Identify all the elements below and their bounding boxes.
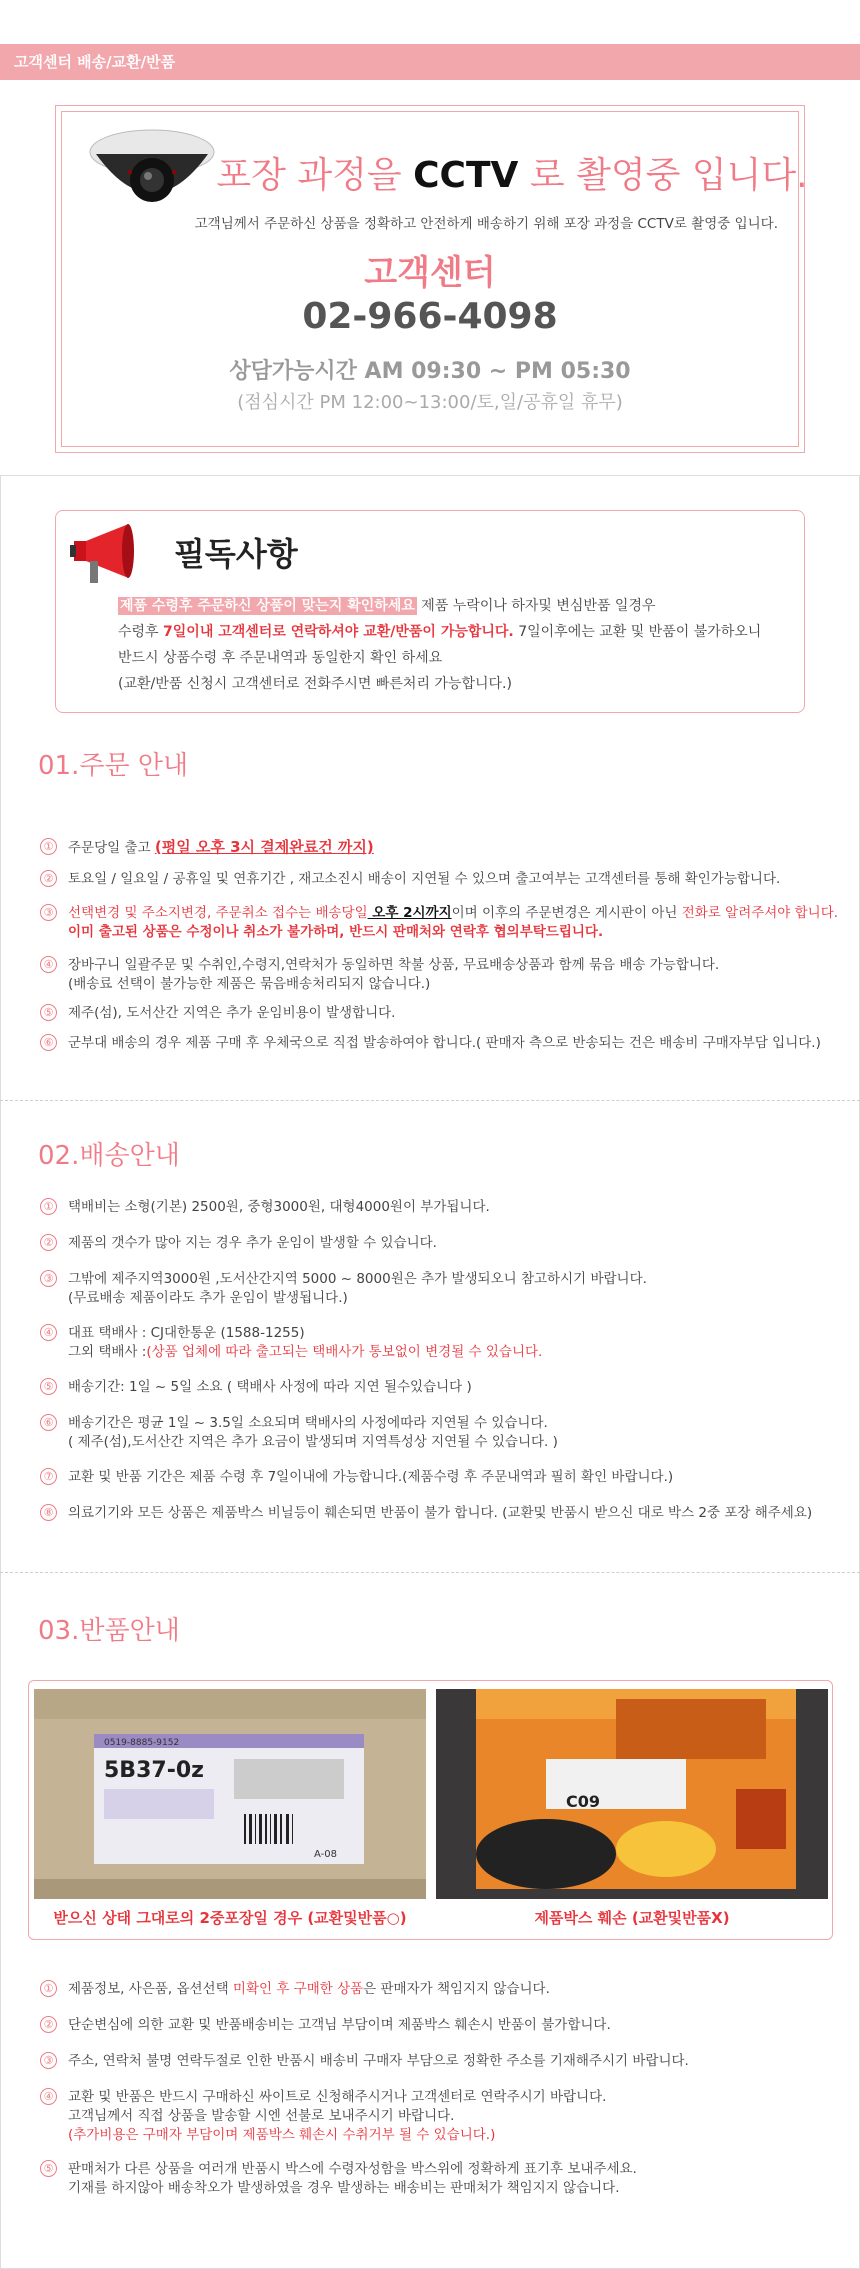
intact-package-photo xyxy=(34,1689,426,1899)
svg-text:0519-8885-9152: 0519-8885-9152 xyxy=(104,1738,180,1748)
section-title-order: 01.주문 안내 xyxy=(38,751,189,781)
svg-text:C09: C09 xyxy=(566,1792,601,1811)
customer-center-title: 고객센터 xyxy=(364,253,496,293)
svg-text:A-08: A-08 xyxy=(314,1849,337,1860)
customer-center-phone: 02-966-4098 xyxy=(302,296,558,337)
lunch-break-note: (점심시간 PM 12:00~13:00/토,일/공휴일 휴무) xyxy=(237,392,623,413)
cctv-info-box xyxy=(55,105,808,453)
cctv-title: 포장 과정을 CCTV 로 촬영중 입니다. xyxy=(216,155,808,196)
svg-text:5B37-0z: 5B37-0z xyxy=(104,1758,204,1783)
return-photo-box xyxy=(28,1680,833,1940)
damaged-box-photo xyxy=(436,1689,828,1899)
required-notice-box xyxy=(55,510,805,713)
page-header-bar: 고객센터 배송/교환/반품 xyxy=(0,44,860,80)
caption-intact-package: 받으신 상태 그대로의 2중포장일 경우 (교환및반품○) xyxy=(53,1909,407,1927)
caption-damaged-box: 제품박스 훼손 (교환및반품X) xyxy=(534,1909,730,1927)
megaphone-icon xyxy=(68,519,148,589)
notice-text: 제품 수령후 주문하신 상품이 맞는지 확인하세요 제품 누락이나 하자및 변심반품 일경우 수령후 7일이내 고객센터로 연락하셔야 교환/반품이 가능합니다. 7일이후에는 교환 및 반품이 불가하오니 반드시 상품수령 후 주문내역과 동일한지 확인 하세요 (교환/반품 신청시 고객센터로 전화주시면 빠른처리 가능합니다.) xyxy=(118,598,762,692)
section-divider xyxy=(0,1572,860,1573)
cctv-subtitle: 고객님께서 주문하신 상품을 정확하고 안전하게 배송하기 위해 포장 과정을 CCTV로 촬영중 입니다. xyxy=(194,216,778,232)
business-hours: 상담가능시간 AM 09:30 ~ PM 05:30 xyxy=(229,359,631,384)
section-title-returns: 03.반품안내 xyxy=(38,1616,180,1646)
notice-title: 필독사항 xyxy=(174,535,298,573)
cctv-inner-frame xyxy=(61,111,808,447)
section-title-shipping: 02.배송안내 xyxy=(38,1141,180,1171)
section-divider xyxy=(0,1100,860,1101)
cctv-camera-icon xyxy=(82,122,222,222)
